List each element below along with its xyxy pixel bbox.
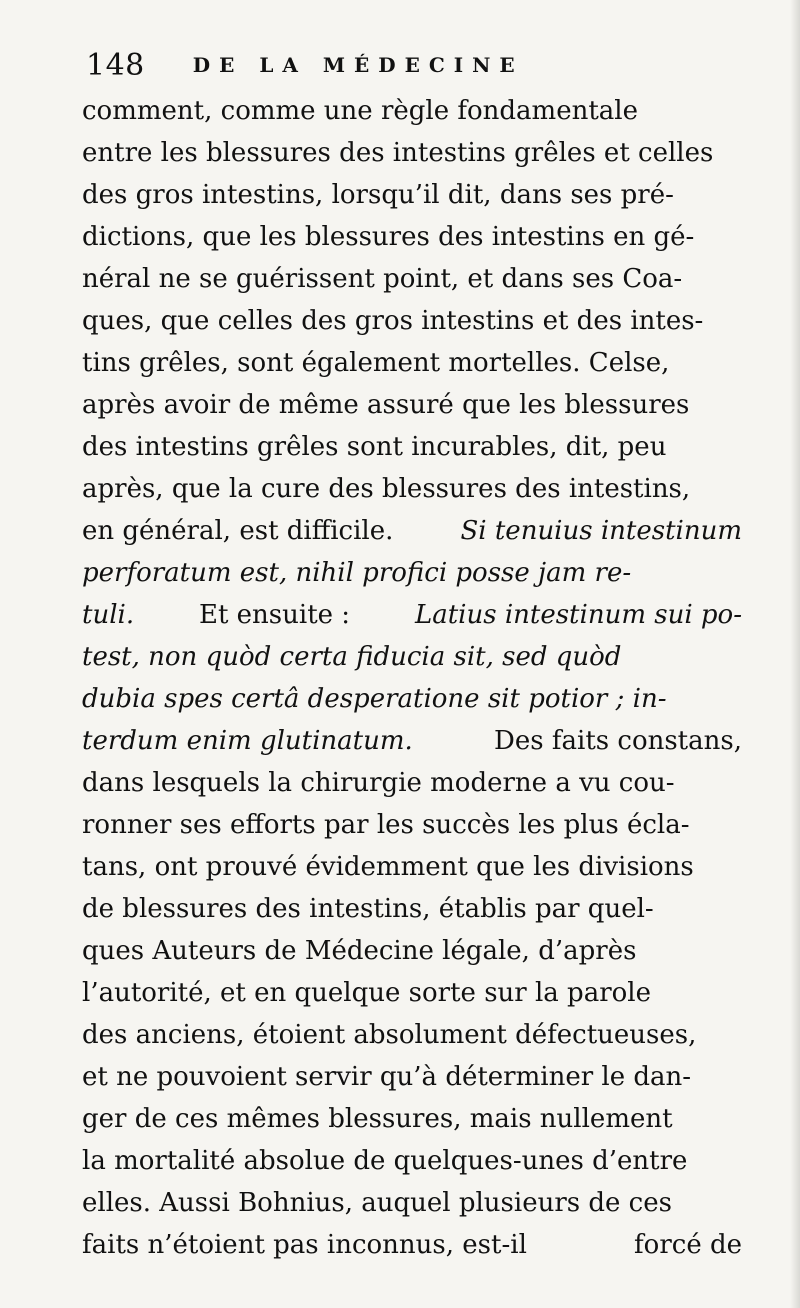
body-text [82,90,742,1266]
text-line: des gros intestins, lorsqu’il dit, dans ses pré- [82,180,674,210]
page-edge-shadow [790,0,800,1308]
running-head [86,40,746,90]
text-line: ques Auteurs de Médecine légale, d’après [82,936,637,966]
latin-quote-line: test, non quòd certa fiducia sit, sed quòd [82,642,622,672]
text-line: des intestins grêles sont incurables, dit, peu [82,432,667,462]
text-line: en général, est difficile. Si tenuius intestinum [82,510,742,552]
latin-quote: Latius intestinum sui po- [414,600,742,630]
text-line: tins grêles, sont également mortelles. Celse, [82,348,670,378]
latin-quote: tuli. [82,600,135,630]
text-line: après avoir de même assuré que les blessures [82,390,690,420]
text-line: comment, comme une règle fondamentale [82,96,638,126]
text-line: des anciens, étoient absolument défectueuses, [82,1020,697,1050]
text-line: après, que la cure des blessures des intestins, [82,474,691,504]
text-line: faits n’étoient pas inconnus, est-il forcé de [82,1230,742,1260]
running-title: DE LA MÉDECINE [192,53,524,77]
text-line: entre les blessures des intestins grêles et celles [82,138,714,168]
text-line: ger de ces mêmes blessures, mais nullement [82,1104,673,1134]
latin-quote-line: dubia spes certâ desperatione sit potior ; in- [82,684,667,714]
text-line: ronner ses efforts par les succès les plus écla- [82,810,690,840]
text-line: et ne pouvoient servir qu’à déterminer le dan- [82,1062,692,1092]
latin-quote: terdum enim glutinatum. [82,726,413,756]
text-line: terdum enim glutinatum. Des faits constans, [82,720,742,762]
text-line: tuli. Et ensuite : Latius intestinum sui po- [82,594,742,636]
text-line: ques, que celles des gros intestins et des intes- [82,306,704,336]
text-line: la mortalité absolue de quelques-unes d’entre [82,1146,688,1176]
text-line: dictions, que les blessures des intestins en gé- [82,222,695,252]
text-line: dans lesquels la chirurgie moderne a vu cou- [82,768,675,798]
page-number: 148 [86,47,145,83]
latin-quote: Si tenuius intestinum [460,516,742,546]
text-line: tans, ont prouvé évidemment que les divisions [82,852,694,882]
latin-quote-line: perforatum est, nihil profici posse jam re- [82,558,632,588]
text-line: néral ne se guérissent point, et dans ses Coa- [82,264,683,294]
text-line: de blessures des intestins, établis par quel- [82,894,654,924]
text-line: elles. Aussi Bohnius, auquel plusieurs de ces [82,1188,672,1218]
text-line: l’autorité, et en quelque sorte sur la parole [82,978,651,1008]
